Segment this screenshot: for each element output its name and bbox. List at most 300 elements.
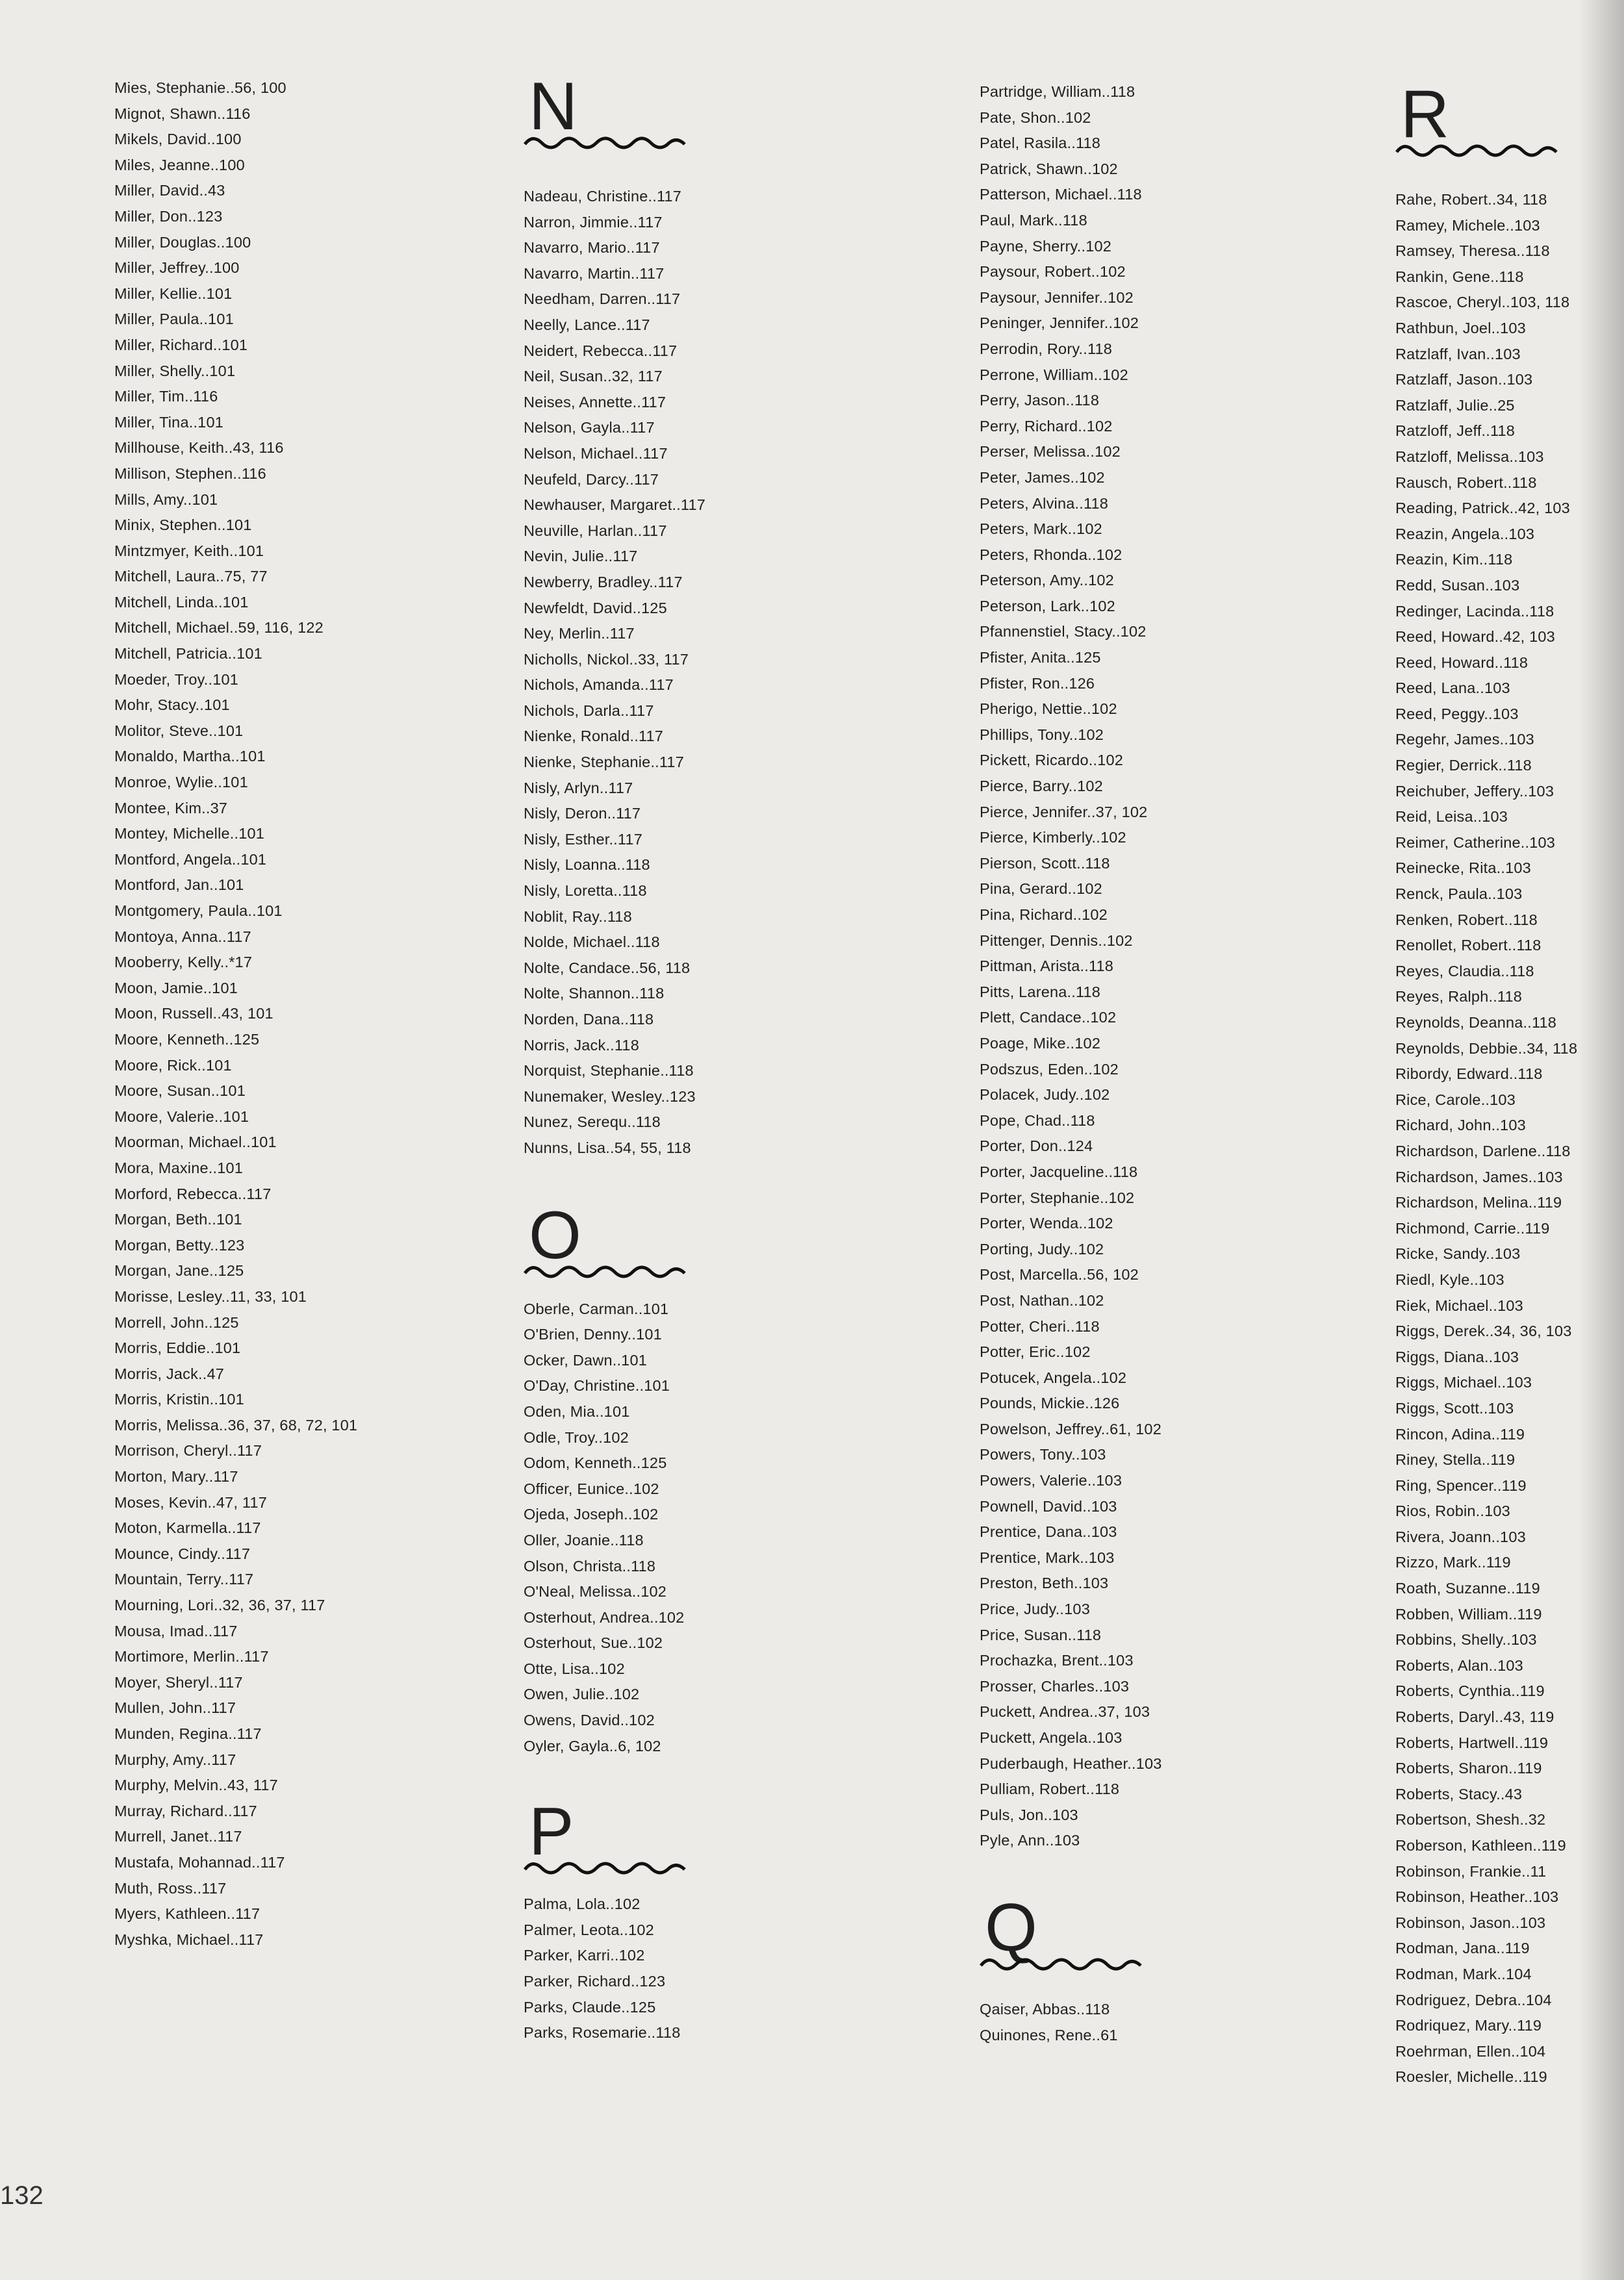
index-entry: Nolte, Shannon..118 — [524, 985, 665, 1002]
index-entry: Roberts, Hartwell..119 — [1395, 1734, 1549, 1751]
index-entry: Mounce, Cindy..117 — [114, 1545, 251, 1562]
index-entry: Robinson, Heather..103 — [1395, 1888, 1559, 1906]
index-entry: Poage, Mike..102 — [980, 1034, 1101, 1052]
index-entry: Redd, Susan..103 — [1395, 576, 1520, 594]
page-number: 132 — [0, 2181, 44, 2210]
index-entry: Porter, Wenda..102 — [980, 1215, 1113, 1232]
index-entry: Oden, Mia..101 — [524, 1402, 630, 1420]
index-entry: Neises, Annette..117 — [524, 393, 666, 411]
index-entry: Montee, Kim..37 — [114, 799, 228, 817]
index-entry: Powers, Tony..103 — [980, 1446, 1106, 1463]
index-entry: Parker, Karri..102 — [524, 1947, 645, 1964]
index-entry: Ratzlaff, Ivan..103 — [1395, 345, 1521, 362]
index-entry: Nolde, Michael..118 — [524, 933, 660, 951]
entry-list — [524, 1892, 705, 2046]
index-entry: Newhauser, Margaret..117 — [524, 496, 705, 514]
index-entry: Ojeda, Joseph..102 — [524, 1506, 659, 1523]
wave-ornament-icon — [524, 1856, 686, 1880]
index-entry: Murrell, Janet..117 — [114, 1828, 242, 1845]
index-entry: Reimer, Catherine..103 — [1395, 833, 1556, 851]
index-entry: Neuville, Harlan..117 — [524, 522, 667, 539]
index-entry: Mies, Stephanie..56, 100 — [114, 79, 286, 96]
index-entry: Perrone, William..102 — [980, 366, 1128, 383]
index-entry: Robben, William..119 — [1395, 1605, 1542, 1623]
index-entry: Parks, Rosemarie..118 — [524, 2024, 681, 2042]
index-entry: Moeder, Troy..101 — [114, 670, 239, 688]
section-header-q — [980, 1890, 1162, 1979]
index-entry: Paul, Mark..118 — [980, 211, 1087, 229]
index-entry: Pfannenstiel, Stacy..102 — [980, 623, 1147, 640]
index-entry: Prentice, Dana..103 — [980, 1523, 1117, 1541]
index-entry: Mousa, Imad..117 — [114, 1622, 238, 1640]
index-entry: Pierce, Barry..102 — [980, 778, 1103, 795]
index-entry: Nunemaker, Wesley..123 — [524, 1087, 696, 1105]
index-entry: Miller, Kellie..101 — [114, 285, 233, 302]
index-entry: Miller, Tina..101 — [114, 413, 223, 431]
section-letter: R — [1401, 77, 1450, 152]
index-entry: Pfister, Ron..126 — [980, 674, 1095, 692]
index-entry: Montgomery, Paula..101 — [114, 902, 283, 919]
index-entry: Riggs, Derek..34, 36, 103 — [1395, 1323, 1572, 1340]
index-entry: Roath, Suzanne..119 — [1395, 1580, 1540, 1597]
index-entry: Millison, Stephen..116 — [114, 464, 266, 482]
index-entry: Rascoe, Cheryl..103, 118 — [1395, 294, 1570, 311]
index-entry: Muth, Ross..117 — [114, 1879, 227, 1897]
index-entry: Morton, Mary..117 — [114, 1468, 238, 1486]
index-entry: Miller, Jeffrey..100 — [114, 259, 240, 277]
index-entry: Morgan, Jane..125 — [114, 1262, 244, 1280]
index-entry: Ratzloff, Melissa..103 — [1395, 448, 1544, 465]
index-entry: O'Day, Christine..101 — [524, 1377, 670, 1395]
index-entry: Parker, Richard..123 — [524, 1973, 666, 1990]
index-entry: Moore, Valerie..101 — [114, 1108, 249, 1125]
index-entry: Morford, Rebecca..117 — [114, 1185, 272, 1202]
index-entry: Moon, Jamie..101 — [114, 979, 238, 996]
index-entry: Navarro, Mario..117 — [524, 239, 660, 257]
index-entry: Reed, Peggy..103 — [1395, 705, 1519, 722]
index-entry: Oyler, Gayla..6, 102 — [524, 1737, 661, 1754]
index-entry: Nelson, Michael..117 — [524, 444, 668, 462]
index-entry: Partridge, William..118 — [980, 83, 1136, 100]
index-entry: Miller, Don..123 — [114, 207, 223, 225]
index-entry: Rizzo, Mark..119 — [1395, 1554, 1511, 1571]
index-entry: Nolte, Candace..56, 118 — [524, 959, 691, 976]
index-entry: Reichuber, Jeffery..103 — [1395, 782, 1554, 800]
index-entry: Patel, Rasila..118 — [980, 134, 1101, 152]
index-entry: Rincon, Adina..119 — [1395, 1425, 1525, 1443]
index-entry: Nunns, Lisa..54, 55, 118 — [524, 1139, 691, 1156]
index-entry: Millhouse, Keith..43, 116 — [114, 439, 284, 457]
index-entry: Noblit, Ray..118 — [524, 907, 632, 925]
index-entry: Polacek, Judy..102 — [980, 1086, 1110, 1104]
index-entry: Odom, Kenneth..125 — [524, 1454, 667, 1472]
index-entry: Montey, Michelle..101 — [114, 825, 265, 842]
index-entry: Puderbaugh, Heather..103 — [980, 1754, 1162, 1772]
index-entry: Pittman, Arista..118 — [980, 957, 1114, 975]
index-entry: Riggs, Diana..103 — [1395, 1348, 1519, 1365]
index-entry: Moore, Rick..101 — [114, 1056, 232, 1074]
index-entry: Redinger, Lacinda..118 — [1395, 602, 1554, 620]
index-entry: Perser, Melissa..102 — [980, 443, 1121, 461]
index-entry: Roberson, Kathleen..119 — [1395, 1837, 1566, 1854]
index-entry: Richardson, James..103 — [1395, 1168, 1563, 1185]
index-entry: Morisse, Lesley..11, 33, 101 — [114, 1287, 307, 1305]
index-entry: Pounds, Mickie..126 — [980, 1395, 1120, 1412]
index-entry: Perry, Richard..102 — [980, 417, 1113, 435]
index-entry: Nicholls, Nickol..33, 117 — [524, 650, 689, 668]
index-entry: Pina, Gerard..102 — [980, 880, 1102, 898]
index-entry: Mooberry, Kelly..*17 — [114, 954, 253, 971]
index-entry: Nisly, Loanna..118 — [524, 856, 650, 874]
index-entry: Puls, Jon..103 — [980, 1806, 1078, 1823]
index-entry: Riek, Michael..103 — [1395, 1297, 1523, 1314]
index-entry: Reed, Howard..118 — [1395, 653, 1529, 671]
index-entry: Montford, Jan..101 — [114, 876, 244, 894]
index-entry: Neidert, Rebecca..117 — [524, 342, 678, 359]
index-entry: Peters, Alvina..118 — [980, 494, 1109, 512]
index-entry: Rios, Robin..103 — [1395, 1502, 1510, 1520]
index-entry: Potucek, Angela..102 — [980, 1369, 1127, 1386]
index-entry: Peter, James..102 — [980, 468, 1105, 486]
index-entry: Parks, Claude..125 — [524, 1998, 656, 2016]
index-entry: Officer, Eunice..102 — [524, 1480, 659, 1497]
index-entry: Porter, Jacqueline..118 — [980, 1163, 1138, 1180]
index-entry: Oller, Joanie..118 — [524, 1531, 644, 1549]
index-entry: Nisly, Loretta..118 — [524, 882, 647, 900]
index-entry: Riney, Stella..119 — [1395, 1451, 1516, 1469]
index-entry: Rausch, Robert..118 — [1395, 474, 1537, 491]
index-entry: Mikels, David..100 — [114, 131, 242, 148]
index-entry: Podszus, Eden..102 — [980, 1060, 1119, 1078]
index-entry: Regier, Derrick..118 — [1395, 757, 1532, 774]
index-entry: Potter, Eric..102 — [980, 1343, 1091, 1361]
index-entry: Nichols, Amanda..117 — [524, 676, 674, 694]
index-entry: Pope, Chad..118 — [980, 1111, 1095, 1129]
index-entry: Mitchell, Laura..75, 77 — [114, 568, 268, 585]
index-entry: Price, Judy..103 — [980, 1601, 1090, 1618]
index-entry: Reed, Howard..42, 103 — [1395, 628, 1555, 646]
index-entry: Reid, Leisa..103 — [1395, 808, 1508, 826]
index-entry: Perry, Jason..118 — [980, 392, 1100, 409]
index-entry: Minix, Stephen..101 — [114, 516, 252, 534]
index-entry: Mountain, Terry..117 — [114, 1571, 254, 1588]
index-entry: Ratzlaff, Julie..25 — [1395, 396, 1515, 414]
index-entry: Newfeldt, David..125 — [524, 599, 667, 616]
index-entry: Plett, Candace..102 — [980, 1009, 1117, 1026]
index-entry: Mustafa, Mohannad..117 — [114, 1853, 285, 1871]
index-entry: Prochazka, Brent..103 — [980, 1652, 1134, 1669]
index-entry: Renken, Robert..118 — [1395, 911, 1538, 928]
index-entry: Miller, Douglas..100 — [114, 233, 251, 251]
index-entry: Murphy, Melvin..43, 117 — [114, 1777, 278, 1794]
wave-ornament-icon — [980, 1953, 1142, 1976]
section-header-n — [524, 69, 705, 157]
index-entry: Nienke, Ronald..117 — [524, 728, 664, 745]
index-entry: Qaiser, Abbas..118 — [980, 2000, 1110, 2018]
index-entry: Myshka, Michael..117 — [114, 1931, 264, 1948]
index-entry: Mitchell, Patricia..101 — [114, 645, 262, 663]
index-entry: Prentice, Mark..103 — [980, 1549, 1115, 1566]
index-entry: Moyer, Sheryl..117 — [114, 1673, 243, 1691]
index-entry: Navarro, Martin..117 — [524, 264, 665, 282]
index-entry: Pfister, Anita..125 — [980, 649, 1101, 666]
index-entry: Peninger, Jennifer..102 — [980, 314, 1139, 332]
index-entry: Nelson, Gayla..117 — [524, 419, 655, 437]
section-letter: Q — [985, 1890, 1037, 1966]
index-entry: Pate, Shon..102 — [980, 108, 1091, 126]
index-entry: Pickett, Ricardo..102 — [980, 752, 1124, 769]
index-entry: Paysour, Robert..102 — [980, 263, 1126, 281]
index-entry: Mitchell, Linda..101 — [114, 593, 249, 611]
index-column-3 — [980, 79, 1162, 2048]
index-entry: Potter, Cheri..118 — [980, 1317, 1100, 1335]
index-entry: Morris, Jack..47 — [114, 1365, 225, 1382]
index-entry: Norquist, Stephanie..118 — [524, 1062, 694, 1080]
index-entry: Ramsey, Theresa..118 — [1395, 242, 1550, 260]
index-entry: Odle, Troy..102 — [524, 1428, 629, 1446]
index-entry: Osterhout, Andrea..102 — [524, 1608, 685, 1626]
index-entry: Renck, Paula..103 — [1395, 885, 1523, 903]
index-entry: Pittenger, Dennis..102 — [980, 931, 1133, 949]
section-header-p — [524, 1794, 705, 1882]
index-entry: Moton, Karmella..117 — [114, 1519, 261, 1537]
index-entry: Ricke, Sandy..103 — [1395, 1245, 1521, 1263]
index-entry: Morris, Kristin..101 — [114, 1391, 244, 1408]
index-entry: Mignot, Shawn..116 — [114, 105, 251, 122]
index-entry: Mohr, Stacy..101 — [114, 696, 230, 714]
index-entry: Palma, Lola..102 — [524, 1895, 641, 1913]
index-entry: Munden, Regina..117 — [114, 1725, 262, 1742]
index-entry: Richardson, Darlene..118 — [1395, 1142, 1571, 1159]
index-entry: Norden, Dana..118 — [524, 1011, 654, 1028]
index-entry: Ring, Spencer..119 — [1395, 1476, 1527, 1494]
index-entry: Murphy, Amy..117 — [114, 1751, 236, 1768]
index-entry: Robinson, Frankie..11 — [1395, 1862, 1547, 1880]
index-entry: Rodriguez, Debra..104 — [1395, 1991, 1552, 2008]
index-entry: Pulliam, Robert..118 — [980, 1780, 1120, 1798]
index-entry: Monaldo, Martha..101 — [114, 748, 266, 765]
index-entry: Nienke, Stephanie..117 — [524, 754, 684, 771]
entry-list — [524, 1297, 705, 1760]
index-entry: Payne, Sherry..102 — [980, 237, 1112, 255]
index-entry: Reyes, Claudia..118 — [1395, 962, 1534, 980]
index-entry: Porter, Don..124 — [980, 1137, 1093, 1155]
index-entry: Ratzloff, Jeff..118 — [1395, 422, 1516, 440]
index-entry: Robertson, Shesh..32 — [1395, 1811, 1546, 1829]
index-entry: Paysour, Jennifer..102 — [980, 288, 1134, 306]
index-entry: Porter, Stephanie..102 — [980, 1189, 1135, 1206]
index-entry: Post, Nathan..102 — [980, 1291, 1104, 1309]
wave-ornament-icon — [1395, 139, 1558, 162]
index-entry: Rivera, Joann..103 — [1395, 1528, 1526, 1545]
index-entry: Preston, Beth..103 — [980, 1575, 1109, 1592]
index-entry: Mora, Maxine..101 — [114, 1159, 244, 1176]
index-entry: Peters, Mark..102 — [980, 520, 1102, 538]
index-entry: Pitts, Larena..118 — [980, 983, 1101, 1000]
wave-ornament-icon — [524, 131, 686, 155]
index-entry: Oberle, Carman..101 — [524, 1300, 669, 1317]
index-entry: Miller, Tim..116 — [114, 388, 218, 405]
index-column-1 — [114, 75, 357, 1953]
index-entry: Nisly, Esther..117 — [524, 830, 642, 848]
index-entry: Rathbun, Joel..103 — [1395, 319, 1526, 336]
index-column-4 — [1395, 77, 1578, 2090]
index-entry: Rahe, Robert..34, 118 — [1395, 191, 1547, 208]
index-entry: Miller, Richard..101 — [114, 336, 248, 353]
index-entry: Mitchell, Michael..59, 116, 122 — [114, 619, 324, 637]
index-entry: Post, Marcella..56, 102 — [980, 1266, 1139, 1284]
index-entry: Neil, Susan..32, 117 — [524, 368, 663, 385]
index-entry: Rodriquez, Mary..119 — [1395, 2017, 1542, 2034]
index-entry: Patterson, Michael..118 — [980, 186, 1142, 203]
entry-list — [524, 184, 705, 1161]
index-entry: Moses, Kevin..47, 117 — [114, 1493, 267, 1511]
index-entry: Moore, Kenneth..125 — [114, 1030, 260, 1048]
index-entry: Roberts, Alan..103 — [1395, 1656, 1523, 1674]
index-entry: Otte, Lisa..102 — [524, 1660, 625, 1677]
index-entry: Roberts, Cynthia..119 — [1395, 1682, 1545, 1700]
index-entry: Ramey, Michele..103 — [1395, 216, 1540, 234]
index-entry: Reading, Patrick..42, 103 — [1395, 500, 1570, 517]
entry-list — [1395, 187, 1577, 2090]
index-entry: Prosser, Charles..103 — [980, 1677, 1130, 1695]
index-entry: Peterson, Lark..102 — [980, 597, 1115, 614]
index-entry: Newberry, Bradley..117 — [524, 573, 683, 590]
index-entry: Peterson, Amy..102 — [980, 572, 1114, 589]
index-entry: Powelson, Jeffrey..61, 102 — [980, 1420, 1161, 1438]
index-entry: Narron, Jimmie..117 — [524, 213, 663, 231]
index-entry: Mills, Amy..101 — [114, 490, 218, 508]
index-entry: Pierce, Kimberly..102 — [980, 829, 1126, 846]
index-entry: Moore, Susan..101 — [114, 1082, 246, 1100]
index-entry: Porting, Judy..102 — [980, 1240, 1104, 1258]
index-entry: Puckett, Andrea..37, 103 — [980, 1703, 1150, 1721]
index-entry: Neufeld, Darcy..117 — [524, 470, 659, 488]
index-column-2 — [524, 69, 705, 2046]
index-entry: Murray, Richard..117 — [114, 1802, 257, 1819]
index-entry: Renollet, Robert..118 — [1395, 937, 1542, 954]
index-entry: Nadeau, Christine..117 — [524, 188, 682, 205]
index-entry: Moon, Russell..43, 101 — [114, 1005, 273, 1022]
index-entry: Molitor, Steve..101 — [114, 722, 244, 739]
index-entry: Quinones, Rene..61 — [980, 2026, 1118, 2044]
section-header-o — [524, 1197, 705, 1286]
index-entry: Price, Susan..118 — [980, 1626, 1102, 1643]
index-entry: Myers, Kathleen..117 — [114, 1905, 260, 1923]
index-entry: Miller, Paula..101 — [114, 310, 234, 328]
index-entry: Palmer, Leota..102 — [524, 1921, 654, 1938]
index-entry: Ney, Merlin..117 — [524, 625, 635, 642]
index-entry: Nichols, Darla..117 — [524, 702, 654, 719]
index-entry: Ratzlaff, Jason..103 — [1395, 371, 1533, 388]
index-entry: Roberts, Stacy..43 — [1395, 1785, 1523, 1803]
index-entry: Osterhout, Sue..102 — [524, 1634, 663, 1652]
index-entry: Reynolds, Deanna..118 — [1395, 1014, 1557, 1031]
section-letter: N — [529, 69, 578, 144]
entry-list — [980, 1997, 1162, 2048]
index-entry: Riggs, Scott..103 — [1395, 1399, 1514, 1417]
index-entry: Norris, Jack..118 — [524, 1036, 639, 1054]
index-entry: Mullen, John..117 — [114, 1699, 236, 1717]
index-entry: Powers, Valerie..103 — [980, 1472, 1123, 1489]
index-entry: Morrell, John..125 — [114, 1313, 239, 1331]
index-entry: Reed, Lana..103 — [1395, 679, 1510, 697]
section-header-r — [1395, 77, 1577, 165]
index-entry: Owens, David..102 — [524, 1712, 655, 1729]
index-entry: Nevin, Julie..117 — [524, 548, 638, 565]
index-entry: O'Brien, Denny..101 — [524, 1326, 662, 1343]
index-entry: Richardson, Melina..119 — [1395, 1194, 1562, 1211]
index-entry: Morrison, Cheryl..117 — [114, 1442, 262, 1460]
index-entry: Mintzmyer, Keith..101 — [114, 542, 264, 559]
index-entry: Riedl, Kyle..103 — [1395, 1271, 1504, 1288]
index-entry: Robbins, Shelly..103 — [1395, 1631, 1537, 1649]
index-entry: Mourning, Lori..32, 36, 37, 117 — [114, 1597, 325, 1614]
index-entry: Richmond, Carrie..119 — [1395, 1219, 1550, 1237]
index-entry: Perrodin, Rory..118 — [980, 340, 1113, 357]
index-entry: Miller, Shelly..101 — [114, 362, 236, 379]
index-entry: Neelly, Lance..117 — [524, 316, 650, 333]
index-entry: O'Neal, Melissa..102 — [524, 1583, 667, 1601]
index-entry: Pierson, Scott..118 — [980, 854, 1110, 872]
index-entry: Rice, Carole..103 — [1395, 1091, 1516, 1108]
index-entry: Regehr, James..103 — [1395, 731, 1534, 748]
page-binding-shadow — [1579, 0, 1624, 2280]
index-entry: Reyes, Ralph..118 — [1395, 988, 1522, 1006]
index-entry: Phillips, Tony..102 — [980, 726, 1104, 743]
index-entry: Morgan, Betty..123 — [114, 1236, 245, 1254]
index-entry: Rodman, Mark..104 — [1395, 1965, 1532, 1982]
index-entry: Pherigo, Nettie..102 — [980, 700, 1117, 718]
index-entry: Miles, Jeanne..100 — [114, 156, 245, 173]
index-entry: Pownell, David..103 — [980, 1497, 1117, 1515]
index-entry: Robinson, Jason..103 — [1395, 1914, 1546, 1931]
section-letter: P — [529, 1794, 574, 1870]
index-entry: Roberts, Daryl..43, 119 — [1395, 1708, 1554, 1726]
index-entry: Moorman, Michael..101 — [114, 1134, 277, 1151]
index-entry: Richard, John..103 — [1395, 1117, 1526, 1134]
index-entry: Miller, David..43 — [114, 182, 225, 199]
index-entry: Reazin, Angela..103 — [1395, 525, 1535, 542]
index-entry: Needham, Darren..117 — [524, 290, 681, 308]
index-entry: Morris, Melissa..36, 37, 68, 72, 101 — [114, 1416, 358, 1434]
entry-list — [980, 79, 1162, 1854]
index-entry: Ribordy, Edward..118 — [1395, 1065, 1543, 1083]
index-entry: Olson, Christa..118 — [524, 1557, 656, 1575]
index-entry: Puckett, Angela..103 — [980, 1729, 1123, 1746]
index-entry: Owen, Julie..102 — [524, 1686, 640, 1703]
index-entry: Roehrman, Ellen..104 — [1395, 2042, 1546, 2060]
index-entry: Patrick, Shawn..102 — [980, 160, 1118, 177]
index-entry: Nisly, Arlyn..117 — [524, 779, 633, 796]
index-entry: Montford, Angela..101 — [114, 850, 267, 868]
index-entry: Reinecke, Rita..103 — [1395, 859, 1531, 877]
index-entry: Morgan, Beth..101 — [114, 1211, 242, 1228]
index-entry: Pina, Richard..102 — [980, 906, 1108, 923]
index-entry: Nisly, Deron..117 — [524, 805, 641, 822]
index-entry: Reynolds, Debbie..34, 118 — [1395, 1039, 1578, 1057]
index-entry: Reazin, Kim..118 — [1395, 551, 1513, 568]
index-entry: Roesler, Michelle..119 — [1395, 2068, 1547, 2086]
index-entry: Pyle, Ann..103 — [980, 1832, 1080, 1849]
section-letter: O — [529, 1197, 581, 1273]
index-entry: Nunez, Serequ..118 — [524, 1113, 661, 1131]
index-entry: Rodman, Jana..119 — [1395, 1940, 1530, 1957]
wave-ornament-icon — [524, 1260, 686, 1284]
index-entry: Peters, Rhonda..102 — [980, 546, 1123, 563]
index-entry: Ocker, Dawn..101 — [524, 1351, 647, 1369]
index-entry: Mortimore, Merlin..117 — [114, 1648, 269, 1666]
